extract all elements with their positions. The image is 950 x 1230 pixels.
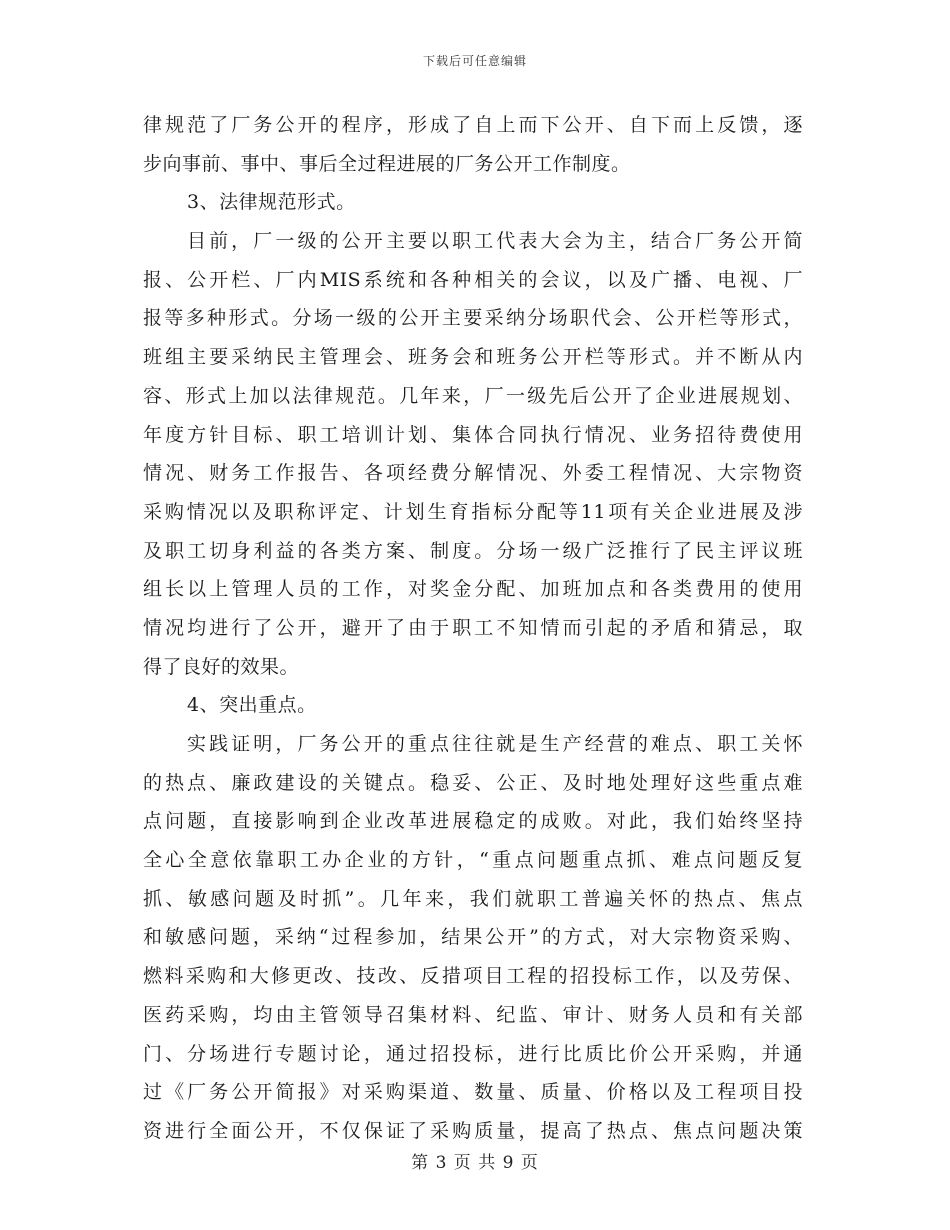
body-text-line: 步向事前、事中、事后全过程进展的厂务公开工作制度。 — [143, 152, 631, 175]
section-heading: 4、突出重点。 — [187, 694, 317, 717]
body-text-line: 过《厂务公开简报》对采购渠道、数量、质量、价格以及工程项目投 — [143, 1081, 803, 1104]
body-text-line: 年度方针目标、职工培训计划、集体合同执行情况、业务招待费使用 — [143, 423, 803, 446]
body-text-line: 目前，厂一级的公开主要以职工代表大会为主，结合厂务公开简 — [187, 230, 803, 253]
body-text-line: 抓、敏感问题及时抓”。几年来，我们就职工普遍关怀的热点、焦点 — [143, 887, 803, 910]
body-text-line: 实践证明，厂务公开的重点往往就是生产经营的难点、职工关怀 — [187, 733, 803, 755]
body-text-line: 报、公开栏、厂内MIS系统和各种相关的会议，以及广播、电视、厂 — [143, 268, 803, 291]
body-text-line: 律规范了厂务公开的程序，形成了自上而下公开、自下而上反馈，逐 — [143, 114, 803, 136]
document-body — [143, 106, 803, 1151]
page-footer: 第 3 页 共 9 页 — [411, 1153, 539, 1173]
body-text-line: 点问题，直接影响到企业改革进展稳定的成败。对此，我们始终坚持 — [143, 810, 803, 833]
body-text-line: 门、分场进行专题讨论，通过招投标，进行比质比价公开采购，并通 — [143, 1042, 803, 1065]
body-text-line: 燃料采购和大修更改、技改、反措项目工程的招投标工作，以及劳保、 — [143, 965, 803, 988]
body-text-line: 及职工切身利益的各类方案、制度。分场一级广泛推行了民主评议班 — [143, 539, 803, 562]
body-text-line: 情况均进行了公开，避开了由于职工不知情而引起的矛盾和猜忌，取 — [143, 616, 803, 639]
body-text-line: 采购情况以及职称评定、计划生育指标分配等11项有关企业进展及涉 — [143, 500, 803, 523]
section-heading: 3、法律规范形式。 — [187, 191, 356, 214]
body-text-line: 报等多种形式。分场一级的公开主要采纳分场职代会、公开栏等形式， — [143, 307, 803, 330]
body-text-line: 全心全意依靠职工办企业的方针，“重点问题重点抓、难点问题反复 — [143, 849, 803, 872]
body-text-line: 容、形式上加以法律规范。几年来，厂一级先后公开了企业进展规划、 — [143, 384, 803, 407]
body-text-line: 情况、财务工作报告、各项经费分解情况、外委工程情况、大宗物资 — [143, 462, 803, 485]
page-header: 下载后可任意编辑 — [422, 54, 527, 68]
body-text-line: 医药采购，均由主管领导召集材料、纪监、审计、财务人员和有关部 — [143, 1003, 803, 1026]
body-text-line: 得了良好的效果。 — [143, 655, 300, 678]
body-text-line: 班组主要采纳民主管理会、班务会和班务公开栏等形式。并不断从内 — [143, 346, 803, 369]
body-text-line: 和敏感问题，采纳“过程参加，结果公开”的方式，对大宗物资采购、 — [143, 926, 803, 949]
body-text-line: 资进行全面公开，不仅保证了采购质量，提高了热点、焦点问题决策 — [143, 1119, 803, 1142]
body-text-line: 的热点、廉政建设的关键点。稳妥、公正、及时地处理好这些重点难 — [143, 771, 803, 794]
body-text-line: 组长以上管理人员的工作，对奖金分配、加班加点和各类费用的使用 — [143, 578, 803, 601]
